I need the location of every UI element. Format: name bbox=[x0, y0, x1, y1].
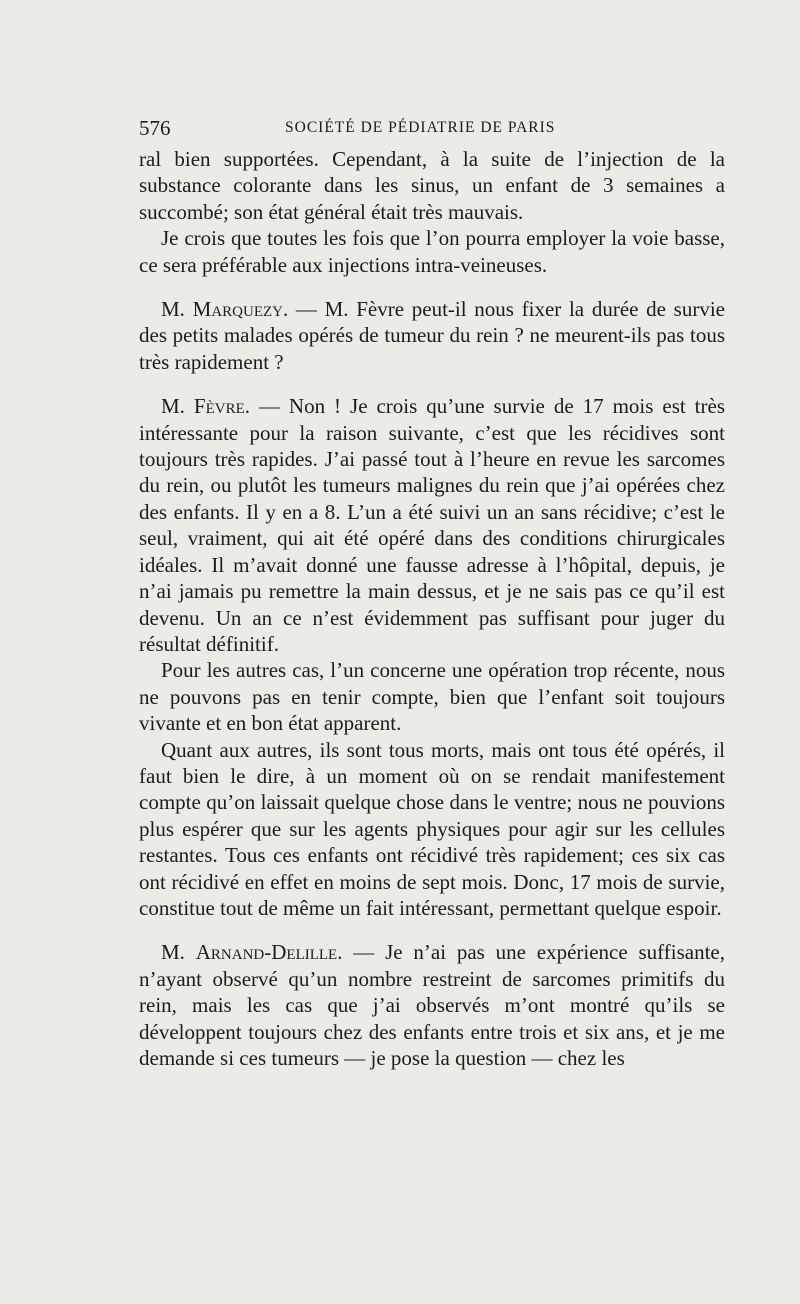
speaker-name: Arnand-Delille. bbox=[195, 940, 343, 965]
paragraph-text: Pour les autres cas, l’un concerne une opération trop récente, nous ne pouvons pas en tenir compte, bien que l’enfant soit toujours vivante et en bon état apparent. bbox=[139, 658, 725, 736]
paragraph-text: — M. Fèvre peut-il nous fixer la durée de survie des petits malades opérés de tumeur du rein ? ne meurent-ils pas tous très rapidement ? bbox=[139, 297, 725, 374]
paragraph bbox=[139, 737, 725, 922]
paragraph bbox=[139, 657, 725, 736]
paragraph-text: Quant aux autres, ils sont tous morts, mais ont tous été opérés, il faut bien le dire, à un moment où on se rendait manifestement compte qu’on laissait quelque chose dans le ventre; nous ne pouvions plus espérer que sur les agents physiques pour agir sur les cellules restantes. Tous ces enfants ont récidivé très rapidement; ces six cas ont récidivé en effet en moins de sept mois. Donc, 17 mois de survie, constitue tout de même un fait intéressant, permettant quelque espoir. bbox=[139, 737, 725, 920]
paragraph-text: Je crois que toutes les fois que l’on pourra employer la voie basse, ce sera préférable aux injections intra-veineuses. bbox=[139, 226, 725, 277]
speaker-name: Fèvre. bbox=[193, 394, 250, 419]
speaker-name: Marquezy. bbox=[192, 297, 289, 322]
paragraph-text: — Non ! Je crois qu’une survie de 17 mois est très intéressante pour la raison suivante, c’est que les récidives sont toujours très rapides. J’ai passé tout à l’heure en revue les sarcomes du rein, ou plutôt les tumeurs malignes du rein que j’ai opérées chez des enfants. Il y en a 8. L’un a été suivi un an sans récidive; c’est le seul, vraiment, qui ait été opéré dans des conditions chirurgicales idéales. Il m’avait donné une fausse adresse à l’hôpital, depuis, je n’ai jamais pu remettre la main dessus, et je ne sais pas ce qu’il est devenu. Un an ce n’est évidemment pas suffisant pour juger du résultat définitif. bbox=[139, 394, 725, 656]
speaker-paragraph-arnand-delille bbox=[139, 939, 725, 1071]
paragraph-continuation bbox=[139, 146, 725, 225]
body-text bbox=[139, 146, 725, 1071]
speaker-paragraph-fevre bbox=[139, 393, 725, 657]
speaker-prefix: M. bbox=[161, 940, 185, 965]
speaker-prefix: M. bbox=[161, 297, 185, 322]
paragraph bbox=[139, 225, 725, 278]
paragraph-text: ral bien supportées. Cependant, à la suite de l’injection de la substance colorante dans les sinus, un enfant de 3 semaines a succombé; son état général était très mauvais. bbox=[139, 147, 725, 224]
paragraph-text: — Je n’ai pas une expérience suffisante, n’ayant observé qu’un nombre restreint de sarcomes primitifs du rein, mais les cas que j’ai observés m’ont montré qu’ils se développent toujours chez des enfants entre trois et six ans, et je me demande si ces tumeurs — je pose la question — chez les bbox=[139, 940, 726, 1070]
running-head: SOCIÉTÉ DE PÉDIATRIE DE PARIS bbox=[285, 119, 556, 136]
speaker-prefix: M. bbox=[161, 394, 185, 419]
page-number: 576 bbox=[139, 116, 171, 140]
page-header bbox=[139, 116, 725, 140]
speaker-paragraph-marquezy bbox=[139, 296, 725, 375]
